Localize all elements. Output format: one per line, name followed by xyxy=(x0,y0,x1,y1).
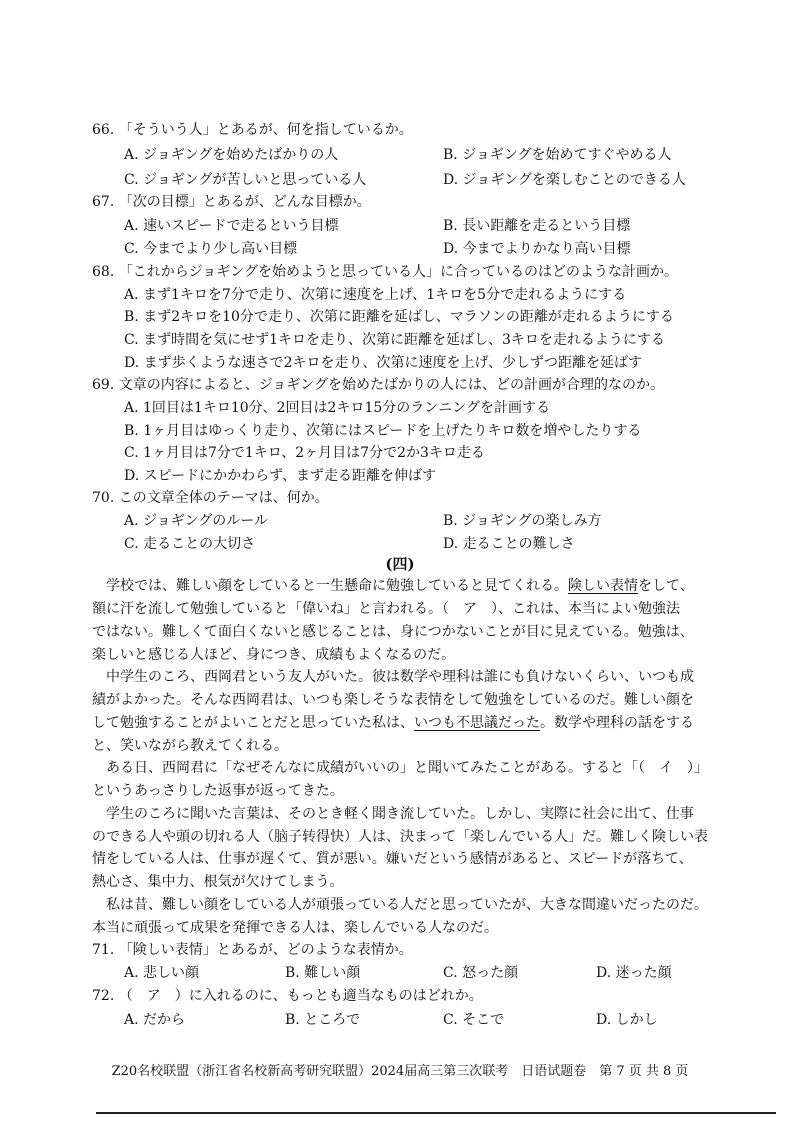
passage-line: 学生のころに聞いた言葉は、そのとき軽く聞き流していた。しかし、実際に社会に出て、仕事 xyxy=(106,806,694,822)
passage-line xyxy=(92,713,694,733)
passage-line: 績がよかった。そんな西岡君は、いつも楽しそうな表情をして勉強をしているのだ。難しい顔を xyxy=(92,692,694,708)
passage-text: して勉強することがよいことだと思っていた私は、 xyxy=(92,715,414,731)
underlined-phrase-stern-expression: 険しい表情 xyxy=(568,578,638,594)
passage-line: 情をしている人は、仕事が遅くて、質が悪い。嫌いだという感情があると、スピードが落ちて、 xyxy=(92,851,693,867)
q67-stem: 67. 「次の目標」とあるが、どんな目標か。 xyxy=(92,194,371,210)
q67-option-a: A. 速いスピードで走るという目標 xyxy=(124,218,339,234)
q71-option-d: D. 迷った顔 xyxy=(596,965,672,981)
passage-text: をして、 xyxy=(638,578,694,594)
q71-option-c: C. 怒った顔 xyxy=(443,965,519,981)
passage-text: 。数学や理科の話をする xyxy=(540,715,694,731)
passage-line: のできる人や頭の切れる人（脑子转得快）人は、決まって「楽しんでいる人」だ。難しく険しい表 xyxy=(92,829,708,845)
q71-option-b: B. 難しい顔 xyxy=(285,965,361,981)
q68-option-b: B. まず2キロを10分で走り、次第に距離を延ばし、マラソンの距離が走れるようにする xyxy=(124,309,674,325)
q67-option-b: B. 長い距離を走るという目標 xyxy=(443,218,631,234)
passage-line: 本当に頑張って成果を発揮できる人は、楽しんでいる人なのだ。 xyxy=(92,920,498,936)
q68-option-a: A. まず1キロを7分で走り、次第に速度を上げ、1キロを5分で走れるようにする xyxy=(124,287,627,303)
q72-option-d: D. しかし xyxy=(596,1012,658,1028)
q68-option-c: C. まず時間を気にせず1キロを走り、次第に距離を延ばし、3キロを走れるようにする xyxy=(124,332,665,348)
q68-stem: 68. 「これからジョギングを始めようと思っている人」に合っているのはどのような計画か。 xyxy=(92,264,679,280)
passage-line: 私は昔、難しい顔をしている人が頑張っている人だと思っていたが、大きな間違いだったのだ。 xyxy=(106,897,708,913)
section-heading: (四) xyxy=(385,555,415,573)
passage-line: ではない。難しくて面白くないと感じることは、身につかないことが目に見えている。勉強は、 xyxy=(92,624,694,640)
q72-option-b: B. ところで xyxy=(285,1012,361,1028)
q70-option-d: D. 走ることの難しさ xyxy=(443,536,575,552)
q66-option-a: A. ジョギングを始めたばかりの人 xyxy=(124,147,339,163)
q71-option-a: A. 悲しい顔 xyxy=(124,965,200,981)
q72-option-a: A. だから xyxy=(124,1012,186,1028)
passage-line: と、笑いながら教えてくれる。 xyxy=(92,738,288,754)
q66-option-b: B. ジョギングを始めてすぐやめる人 xyxy=(443,147,672,163)
q67-option-d: D. 今までよりかなり高い目標 xyxy=(443,241,631,257)
passage-line xyxy=(106,576,694,596)
q66-option-c: C. ジョギングが苦しいと思っている人 xyxy=(124,172,367,188)
q69-option-d: D. スピードにかかわらず、まず走る距離を伸ばす xyxy=(124,468,436,484)
underlined-phrase-always-strange: いつも不思議だった xyxy=(414,715,540,731)
bottom-rule xyxy=(96,1112,776,1114)
q72-option-c: C. そこで xyxy=(443,1012,505,1028)
q69-option-a: A. 1回目は1キロ10分、2回目は2キロ15分のランニングを計画する xyxy=(124,400,550,416)
q72-stem: 72. （ ア ）に入れるのに、もっとも適当なものはどれか。 xyxy=(92,988,483,1004)
passage-line: というあっさりした返事が返ってきた。 xyxy=(92,783,344,799)
passage-line: ある日、西岡君に「なぜそんなに成績がいいの」と聞いてみたことがある。すると「（ イ ）」 xyxy=(106,760,708,776)
q69-stem: 69. 文章の内容によると、ジョギングを始めたばかりの人には、どの計画が合理的なのか。 xyxy=(92,377,665,393)
q70-option-c: C. 走ることの大切さ xyxy=(124,536,256,552)
q66-stem: 66. 「そういう人」とあるが、何を指しているか。 xyxy=(92,122,413,138)
q68-option-d: D. まず歩くような速さで2キロを走り、次第に速度を上げ、少しずつ距離を延ばす xyxy=(124,355,642,371)
passage-line: 楽しいと感じる人ほど、身につき、成績もよくなるのだ。 xyxy=(92,647,456,663)
passage-line: 中学生のころ、西岡君という友人がいた。彼は数学や理科は誰にも負けないくらい、いつも成 xyxy=(106,669,694,685)
passage-line: 額に汗を流して勉強していると「偉いね」と言われる。（ ア ）、これは、本当によい勉強法 xyxy=(92,601,680,617)
q66-option-d: D. ジョギングを楽しむことのできる人 xyxy=(443,172,686,188)
q69-option-b: B. 1ヶ月目はゆっくり走り、次第にはスピードを上げたりキロ数を増やしたりする xyxy=(124,423,642,439)
page-footer: Z20名校联盟（浙江省名校新高考研究联盟）2024届高三第三次联考 日语试题卷 第 7 页 共 8 页 xyxy=(111,1064,689,1079)
q70-stem: 70. この文章全体のテーマは、何か。 xyxy=(92,490,329,506)
q69-option-c: C. 1ヶ月目は7分で1キロ、2ヶ月目は7分で2か3キロ走る xyxy=(124,445,485,461)
q70-option-a: A. ジョギングのルール xyxy=(124,513,269,529)
q71-stem: 71. 「険しい表情」とあるが、どのような表情か。 xyxy=(92,942,413,958)
q67-option-c: C. 今までより少し高い目標 xyxy=(124,241,298,257)
passage-line: 熱心さ、集中力、根気が欠けてしまう。 xyxy=(92,874,344,890)
q70-option-b: B. ジョギングの楽しみ方 xyxy=(443,513,602,529)
passage-text: 学校では、難しい顔をしていると一生懸命に勉強していると見てくれる。 xyxy=(106,578,568,594)
